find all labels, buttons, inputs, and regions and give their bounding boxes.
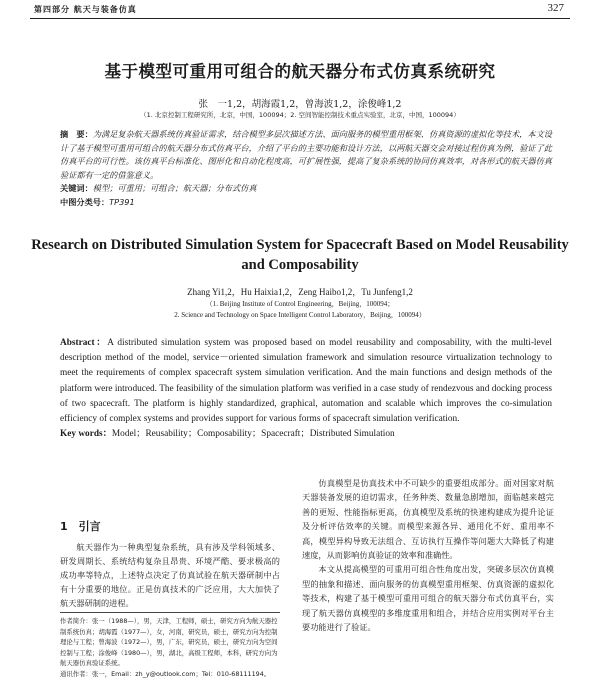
english-keywords-text: Model；Reusability；Composability；Spacecraft；Distributed Simulation <box>111 429 395 440</box>
clc-number <box>60 196 552 210</box>
english-affiliation-1: （1. Beijing Institute of Control Engineering，Beijing，100094； <box>205 300 395 308</box>
chinese-authors: 张 一1,2，胡海霞1,2，曾海波1,2，涂俊峰1,2 <box>198 99 402 110</box>
english-abstract-block <box>60 336 552 442</box>
right-paragraph-2: 本文从提高模型的可重用可组合性角度出发，突破多层次仿真模型的抽象和描述、面向服务的仿真模型重用框架、仿真资源的虚拟化等技术，构建了基于模型可重用可组合的航天器分布式仿真平台，实现了航天器仿真模型的多维度重用和组合，并结合应用实例对平台主要功能进行了验证。 <box>302 564 554 633</box>
abstract-text: 为满足复杂航天器系统仿真验证需求，结合模型多层次描述方法、面向服务的模型重用框架、仿真资源的虚拟化等技术，本文设计了基于模型可重用可组合的航天器分布式仿真平台，介绍了平台的主要功能和设计方法，以两航天器交会对接过程仿真为例，验证了此仿真平台的可行性。该仿真平台标准化、图形化和自动化程度高，可扩展性强，提高了复杂系统的协同仿真效率，对各形式的航天器仿真验证都有一定的借鉴意义。 <box>60 129 552 180</box>
english-affiliation-2: 2. Science and Technology on Space Intelligent Control Laboratory，Beijing，100094） <box>174 311 426 319</box>
english-keywords-label: Key words： <box>60 429 112 440</box>
journal-section-label: 第四部分 航天与装备仿真 <box>34 4 137 14</box>
section-heading-introduction: 1 引言 <box>60 520 101 533</box>
english-authors: Zhang Yi1,2，Hu Haixia1,2，Zeng Haibo1,2，Tu Junfeng1,2 <box>187 287 413 297</box>
keywords-text: 模型；可重用；可组合；航天器；分布式仿真 <box>92 183 257 194</box>
english-abstract-text: A distributed simulation system was proposed based on model reusability and composability, with the multi-level description method of the model, service－oriented simulation framework and simulation resource virtualization technology to meet the requirements of complex spacecraft system simulation verification. And the main functions and design methods of the platform were introduced. The feasibility of the simulation platform was verified in a case study of rendezvous and docking process of two spacecraft. The platform is highly standardized, graphical, automation and scalable which improves the co-simulation efficiency of complex systems and provides support for various forms of spacecraft simulation verification. <box>60 338 552 425</box>
intro-paragraph: 航天器作为一种典型复杂系统，具有涉及学科领域多、研发周期长、系统结构复杂且昂贵、环境严酷、要求极高的成功率等特点，上述特点决定了仿真试验在航天器研制中占有十分重要的地位。正是仿真技术的广泛应用，大大加快了航天器研制的进程。 <box>60 542 280 608</box>
keywords-label: 关键词： <box>60 183 93 194</box>
english-title: Research on Distributed Simulation System for Spacecraft Based on Model Reusability and Composability <box>31 237 569 273</box>
chinese-abstract <box>60 128 552 182</box>
chinese-title: 基于模型可重用可组合的航天器分布式仿真系统研究 <box>104 62 496 81</box>
clc-label: 中图分类号： <box>60 196 110 207</box>
footnote-bio: 作者简介：张一（1988—），男，天津，工程师，硕士，研究方向为航天器控制系统仿真；胡海霞（1977—），女，河南，研究员，硕士，研究方向为控制理论与工程；曾海波（1972—），男，广东，研究员，硕士，研究方向为空间控制与工程；涂俊峰（1980—），男，湖北，高级工程师，本科，研究方向为航天器仿真验证系统。 <box>60 617 278 668</box>
right-column <box>302 476 554 634</box>
right-paragraph-1: 仿真模型是仿真技术中不可缺少的重要组成部分。面对国家对航天器装备发展的迫切需求，任务种类、数量急剧增加，面临越来越完善的更短、性能指标更高，仿真模型及系统的快速构建成为提升论证及分析评估效率的关键。而模型来源各异、通用化不好、重用率不高，模型异构导致无法组合、互访执行互操作等问题大大降低了构建速度，从而影响仿真验证的效率和准确性。 <box>302 478 554 561</box>
header-rule <box>30 18 570 19</box>
chinese-abstract-block <box>60 128 552 210</box>
page-number: 327 <box>547 2 564 14</box>
chinese-affiliation: （1. 北京控制工程研究所，北京，中国，100094；2. 空间智能控制技术重点实验室，北京，中国，100094） <box>140 111 460 119</box>
running-header <box>0 0 600 22</box>
english-keywords <box>60 427 552 442</box>
clc-text: TP391 <box>109 196 135 207</box>
author-footnote <box>60 612 280 680</box>
abstract-label: 摘 要： <box>60 129 93 139</box>
left-column <box>60 520 280 610</box>
chinese-keywords <box>60 182 552 196</box>
english-abstract <box>60 336 552 427</box>
english-affiliation <box>0 299 600 321</box>
footnote-contact: 通讯作者：张一，Email：zh_y@outlook.com；Tel：010-68111194。 <box>60 669 271 678</box>
english-abstract-label: Abstract： <box>60 338 108 348</box>
